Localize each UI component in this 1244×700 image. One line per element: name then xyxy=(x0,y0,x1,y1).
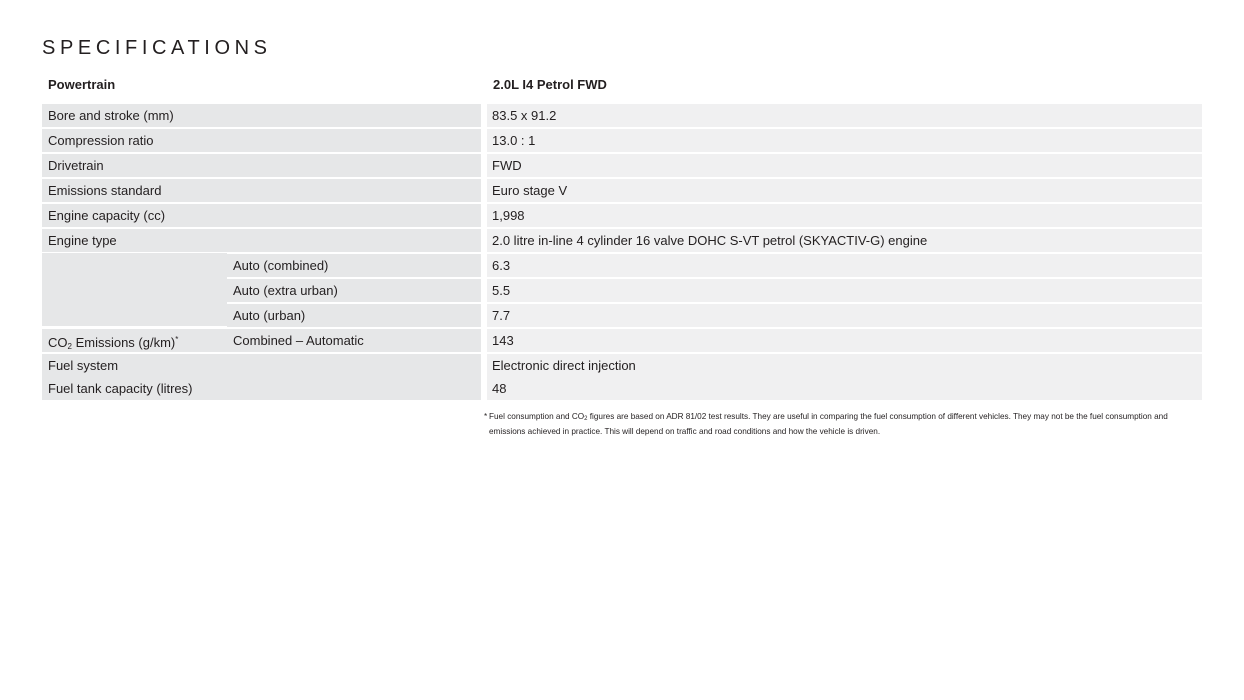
row-value: 13.0 : 1 xyxy=(492,133,536,148)
row-value: Euro stage V xyxy=(492,183,568,198)
row-value: 1,998 xyxy=(492,208,525,223)
row-label-cell xyxy=(42,179,481,202)
row-label: Bore and stroke (mm) xyxy=(48,108,174,123)
row-value-cell xyxy=(487,154,1202,177)
row-label: Engine capacity (cc) xyxy=(48,208,166,223)
row-value: FWD xyxy=(492,158,522,173)
footnote-marker: * xyxy=(484,412,488,421)
table-row-co2 xyxy=(0,329,1244,352)
column-header-powertrain: Powertrain xyxy=(48,77,116,92)
row-sublabel: Auto (urban) xyxy=(233,308,306,323)
row-value: 83.5 x 91.2 xyxy=(492,108,557,123)
row-label-cell xyxy=(42,229,481,252)
row-label: Fuel system xyxy=(48,358,119,373)
row-value-cell xyxy=(487,104,1202,127)
column-header-variant: 2.0L I4 Petrol FWD xyxy=(493,77,607,92)
table-row xyxy=(0,204,1244,227)
table-row xyxy=(0,354,1244,377)
footnote-text: Fuel consumption and $CO_2$ figures are based on ADR 81/02 test results. They are useful in comparing the fuel consumption of different vehicles. They may not be the fuel consumption and emissions achieved in practice. This will depend on traffic and road conditions and how the vehicle is driven. xyxy=(489,412,1168,436)
table-row xyxy=(0,179,1244,202)
row-value-cell xyxy=(487,304,1202,327)
row-value-cell xyxy=(487,204,1202,227)
row-value-cell xyxy=(487,129,1202,152)
row-value: 143 xyxy=(492,333,514,348)
footnote xyxy=(484,411,1174,438)
page-title: SPECIFICATIONS xyxy=(42,37,272,59)
row-value-cell xyxy=(487,279,1202,302)
row-label: Compression ratio xyxy=(48,133,154,148)
row-sublabel-cell xyxy=(227,279,481,302)
table-row xyxy=(0,304,1244,327)
row-sublabel-cell xyxy=(227,304,481,327)
row-value: 6.3 xyxy=(492,258,511,273)
row-value: 48 xyxy=(492,381,507,396)
row-value: Electronic direct injection xyxy=(492,358,636,373)
co2-emissions-label: $CO_2$ Emissions (g/km)* xyxy=(48,335,179,351)
table-row xyxy=(0,154,1244,177)
row-label: Engine type xyxy=(48,233,117,248)
row-value: 5.5 xyxy=(492,283,511,298)
row-label: Emissions standard xyxy=(48,183,162,198)
row-sublabel: Auto (extra urban) xyxy=(233,283,338,298)
table-row xyxy=(0,279,1244,302)
row-value: 7.7 xyxy=(492,308,511,323)
row-value: 2.0 litre in-line 4 cylinder 16 valve DOHC S-VT petrol (SKYACTIV-G) engine xyxy=(492,233,928,248)
row-label-cell xyxy=(42,154,481,177)
row-label-cell xyxy=(42,377,481,400)
row-label-cell xyxy=(42,104,481,127)
row-value-cell xyxy=(487,377,1202,400)
row-sublabel: Auto (combined) xyxy=(233,258,329,273)
row-sublabel-cell xyxy=(227,254,481,277)
row-value-cell xyxy=(487,329,1202,352)
row-value-cell xyxy=(487,254,1202,277)
table-row xyxy=(0,129,1244,152)
row-value-cell xyxy=(487,354,1202,377)
row-label-cell xyxy=(42,129,481,152)
row-label: Fuel tank capacity (litres) xyxy=(48,381,193,396)
table-row xyxy=(0,229,1244,252)
row-label-cell xyxy=(42,204,481,227)
row-value-cell xyxy=(487,229,1202,252)
table-row xyxy=(0,254,1244,277)
row-label-cell xyxy=(42,354,481,377)
row-sublabel: Combined – Automatic xyxy=(233,333,364,348)
table-row xyxy=(0,377,1244,400)
row-label: Drivetrain xyxy=(48,158,104,173)
row-sublabel-cell xyxy=(227,329,481,352)
row-value-cell xyxy=(487,179,1202,202)
table-row xyxy=(0,104,1244,127)
